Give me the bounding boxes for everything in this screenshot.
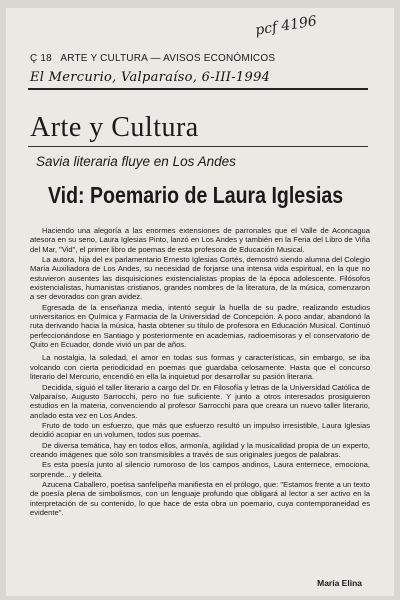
article-paragraph: Haciendo una alegoría a las enormes extensiones de parronales que el Valle de Aconcagua atesora en su seno, Laura Iglesias Pinto, lanzó en Los Andes y también en la Feria del Libro de Viña del Mar, "Vid", el primer libro de poemas de esta profesora de Educación Musical. — [30, 226, 370, 254]
section-header-text: ARTE Y CULTURA — AVISOS ECONÓMICOS — [60, 53, 276, 64]
article-paragraph: La autora, hija del ex parlamentario Ernesto Iglesias Cortés, demostró siendo alumna del Colegio María Auxiliadora de Los Andes, su necesidad de forjarse una intensa vida espiritual, en la que no estuvieron ausentes las disquisiciones existencialistas propias de la época adolescente. Filósofos existencialistas, humanistas cristianos, grandes nombres de la literatura, de la música, comenzaron a ser devorados con gran avidez. — [30, 255, 370, 302]
article-paragraph: De diversa temática, hay en todos ellos, armonía, agilidad y la musicalidad propia de un experto, creando imágenes que sólo son transmisibles a través de sus originales juegos de palabras. — [30, 440, 370, 459]
article-paragraph: Fruto de todo un esfuerzo, que más que esfuerzo resultó un impulso irresistible, Laura Iglesias decidió acopiar en un volumen, todos sus poemas. — [30, 420, 370, 440]
article-headline: Vid: Poemario de Laura Iglesias — [48, 182, 344, 208]
handwritten-source-note: El Mercurio, Valparaíso, 6-III-1994 — [30, 70, 271, 85]
byline: María Elina — [317, 578, 362, 588]
handwritten-archive-code: pcf 4196 — [254, 13, 318, 39]
page-number: Ç 18 — [30, 53, 52, 64]
section-title: Arte y Cultura — [30, 112, 199, 143]
divider — [28, 146, 368, 147]
article-paragraph: Egresada de la enseñanza media, intentó seguir la huella de su padre, realizando estudios universitarios en Química y Farmacia de la Universidad de Concepción. A poco andar, abandonó la ruta derivando hacia la música, hasta obtener su título de profesora en Educación Musical. Continuó perfeccionándose en Santiago y posteriormente en academias, radioemisoras y el conservatorio de Quito en Ecuador, donde vivió un par de años. — [30, 302, 370, 350]
article-paragraph: La nostalgia, la soledad, el amor en todas sus formas y características, sin embargo, se iba volcando con cierta periodicidad en poemas que guardaba celosamente. Hasta que el concurso literario del Mercurio, encendió en ella la inquietud por desarrollar su pasión literaria. — [30, 353, 370, 382]
divider — [28, 88, 368, 90]
article-paragraph: Es esta poesía junto al silencio rumoroso de los campos andinos, Laura enternece, emociona, sorprende... y deleita. — [30, 460, 370, 479]
article-body — [30, 226, 370, 518]
section-header — [30, 53, 275, 64]
subtitle: Savia literaria fluye en Los Andes — [36, 154, 236, 169]
article-paragraph: Azucena Caballero, poetisa sanfelipeña manifiesta en el prólogo, que: "Estamos frente a un texto de poesía plena de simbolismos, con un lenguaje profundo que obligará al lector a ser activo en la interpretación de su contenido, lo que hace de esta obra un poemario, cuya contemporaneidad es evidente". — [30, 479, 370, 517]
article-paragraph: Decidida, siguió el taller literario a cargo del Dr. en Filosofía y letras de la Universidad Católica de Valparaíso, Augusto Sarrocchi, pero no fue suficiente. Y junto a otros interesados prosiguieron estudios en la materia, convenciendo al profesor Sarrocchi para que creara un nuevo taller literario, anclado esta vez en Los Andes. — [30, 382, 370, 420]
